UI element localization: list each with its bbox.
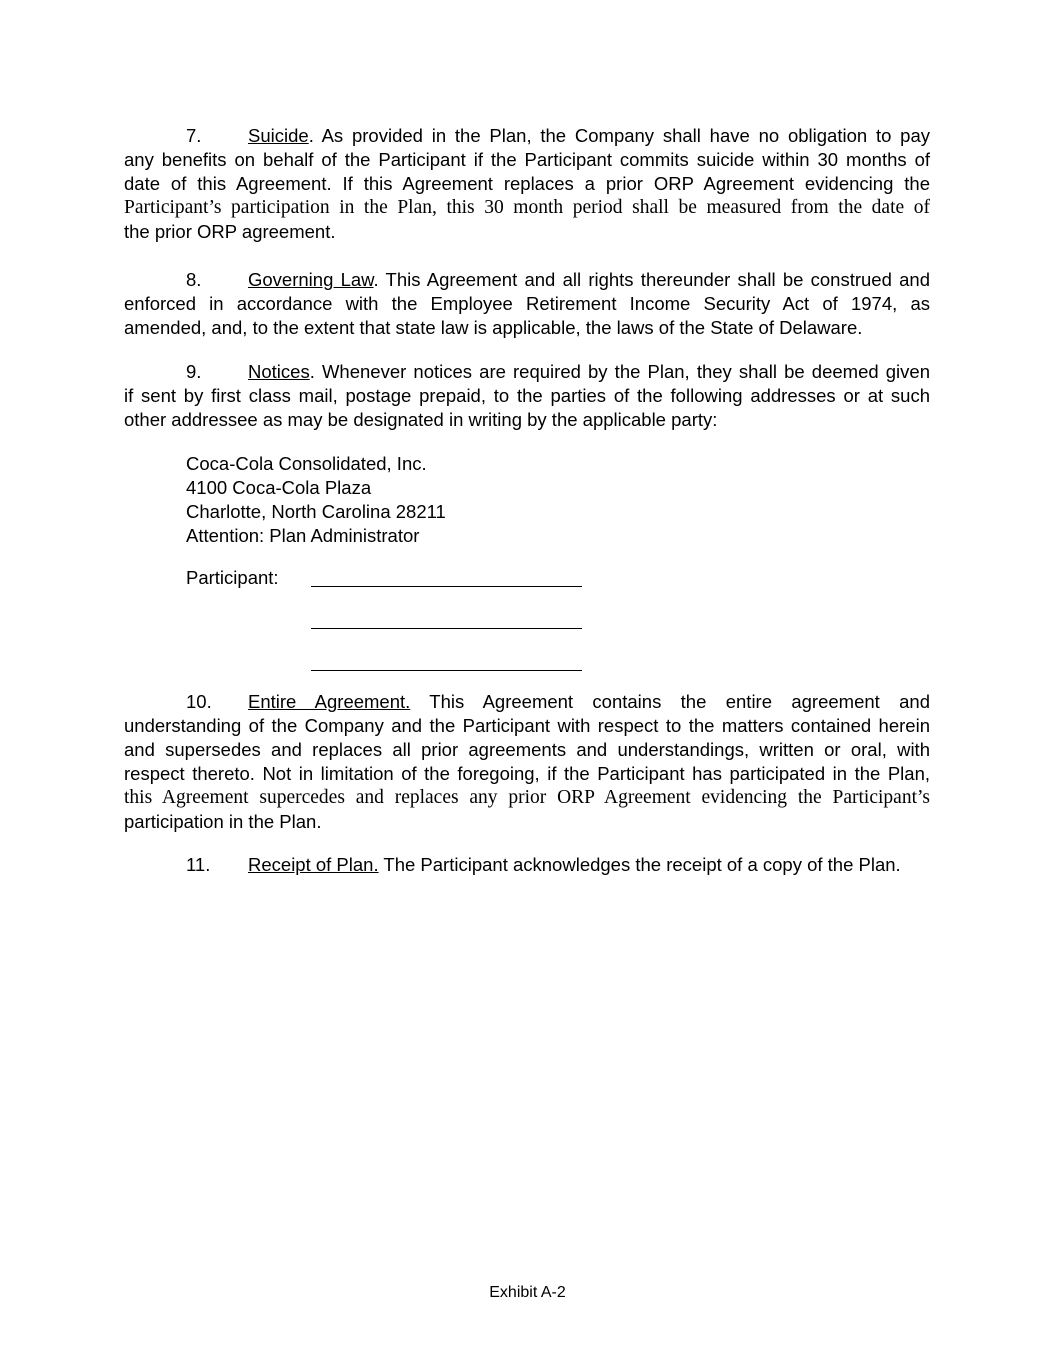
section-text-line: other addressee as may be designated in writing by the applicable party:: [124, 409, 718, 430]
section-10-first-line: [124, 690, 930, 714]
section-10-entire-agreement: [124, 690, 930, 834]
company-address: [186, 452, 446, 548]
participant-address-line-1[interactable]: [311, 628, 582, 629]
section-number: 7.: [186, 125, 202, 146]
section-text-line: This Agreement contains the entire agreement and: [410, 691, 930, 712]
section-number: 10.: [186, 691, 212, 712]
address-line: Coca-Cola Consolidated, Inc.: [186, 453, 427, 474]
section-text-line: if sent by first class mail, postage prepaid, to the parties of the following addresses or at such: [124, 385, 930, 406]
section-8-governing-law: [124, 268, 930, 340]
section-text-line: any benefits on behalf of the Participant if the Participant commits suicide within 30 months of: [124, 149, 930, 170]
section-7-suicide: [124, 124, 930, 244]
section-11-receipt-of-plan: [124, 853, 930, 877]
section-number: 9.: [186, 361, 202, 382]
section-7-first-line: [124, 124, 930, 148]
section-number: 8.: [186, 269, 202, 290]
section-text-line: amended, and, to the extent that state law is applicable, the laws of the State of Delaware.: [124, 317, 863, 338]
section-heading: Entire Agreement.: [248, 691, 411, 712]
section-text-line: the prior ORP agreement.: [124, 221, 336, 242]
section-text-line: date of this Agreement. If this Agreement replaces a prior ORP Agreement evidencing the: [124, 173, 930, 194]
section-text-line: Participant’s participation in the Plan, this 30 month period shall be measured from the date of: [124, 197, 930, 218]
section-heading: Notices: [248, 361, 310, 382]
section-text-line: . As provided in the Plan, the Company shall have no obligation to pay: [308, 125, 930, 146]
address-line: Charlotte, North Carolina 28211: [186, 501, 446, 522]
section-text-line: and supersedes and replaces all prior agreements and understandings, written or oral, with: [124, 739, 930, 760]
section-8-first-line: [124, 268, 930, 292]
section-text-line: . Whenever notices are required by the Plan, they shall be deemed given: [309, 361, 930, 382]
section-text-line: enforced in accordance with the Employee Retirement Income Security Act of 1974, as: [124, 293, 930, 314]
section-text-line: understanding of the Company and the Participant with respect to the matters contained herein: [124, 715, 930, 736]
section-heading: Governing Law: [248, 269, 374, 290]
section-heading: Receipt of Plan.: [248, 854, 379, 875]
participant-label: Participant:: [186, 567, 279, 588]
section-text-line: . This Agreement and all rights thereunder shall be construed and: [373, 269, 930, 290]
section-number: 11.: [186, 854, 211, 875]
section-9-first-line: [124, 360, 930, 384]
section-11-first-line: [124, 853, 930, 877]
participant-signature-line[interactable]: [311, 586, 582, 587]
section-9-notices: [124, 360, 930, 432]
section-text-line: this Agreement supercedes and replaces any prior ORP Agreement evidencing the Participant’s: [124, 787, 930, 808]
section-heading: Suicide: [248, 125, 309, 146]
participant-address-line-2[interactable]: [311, 670, 582, 671]
address-line: Attention: Plan Administrator: [186, 525, 420, 546]
page-footer: Exhibit A-2: [489, 1284, 566, 1301]
address-line: 4100 Coca-Cola Plaza: [186, 477, 372, 498]
section-text-line: The Participant acknowledges the receipt of a copy of the Plan.: [378, 854, 901, 875]
section-text-line: respect thereto. Not in limitation of the foregoing, if the Participant has participated in the Plan,: [124, 763, 930, 784]
section-text-line: participation in the Plan.: [124, 811, 322, 832]
